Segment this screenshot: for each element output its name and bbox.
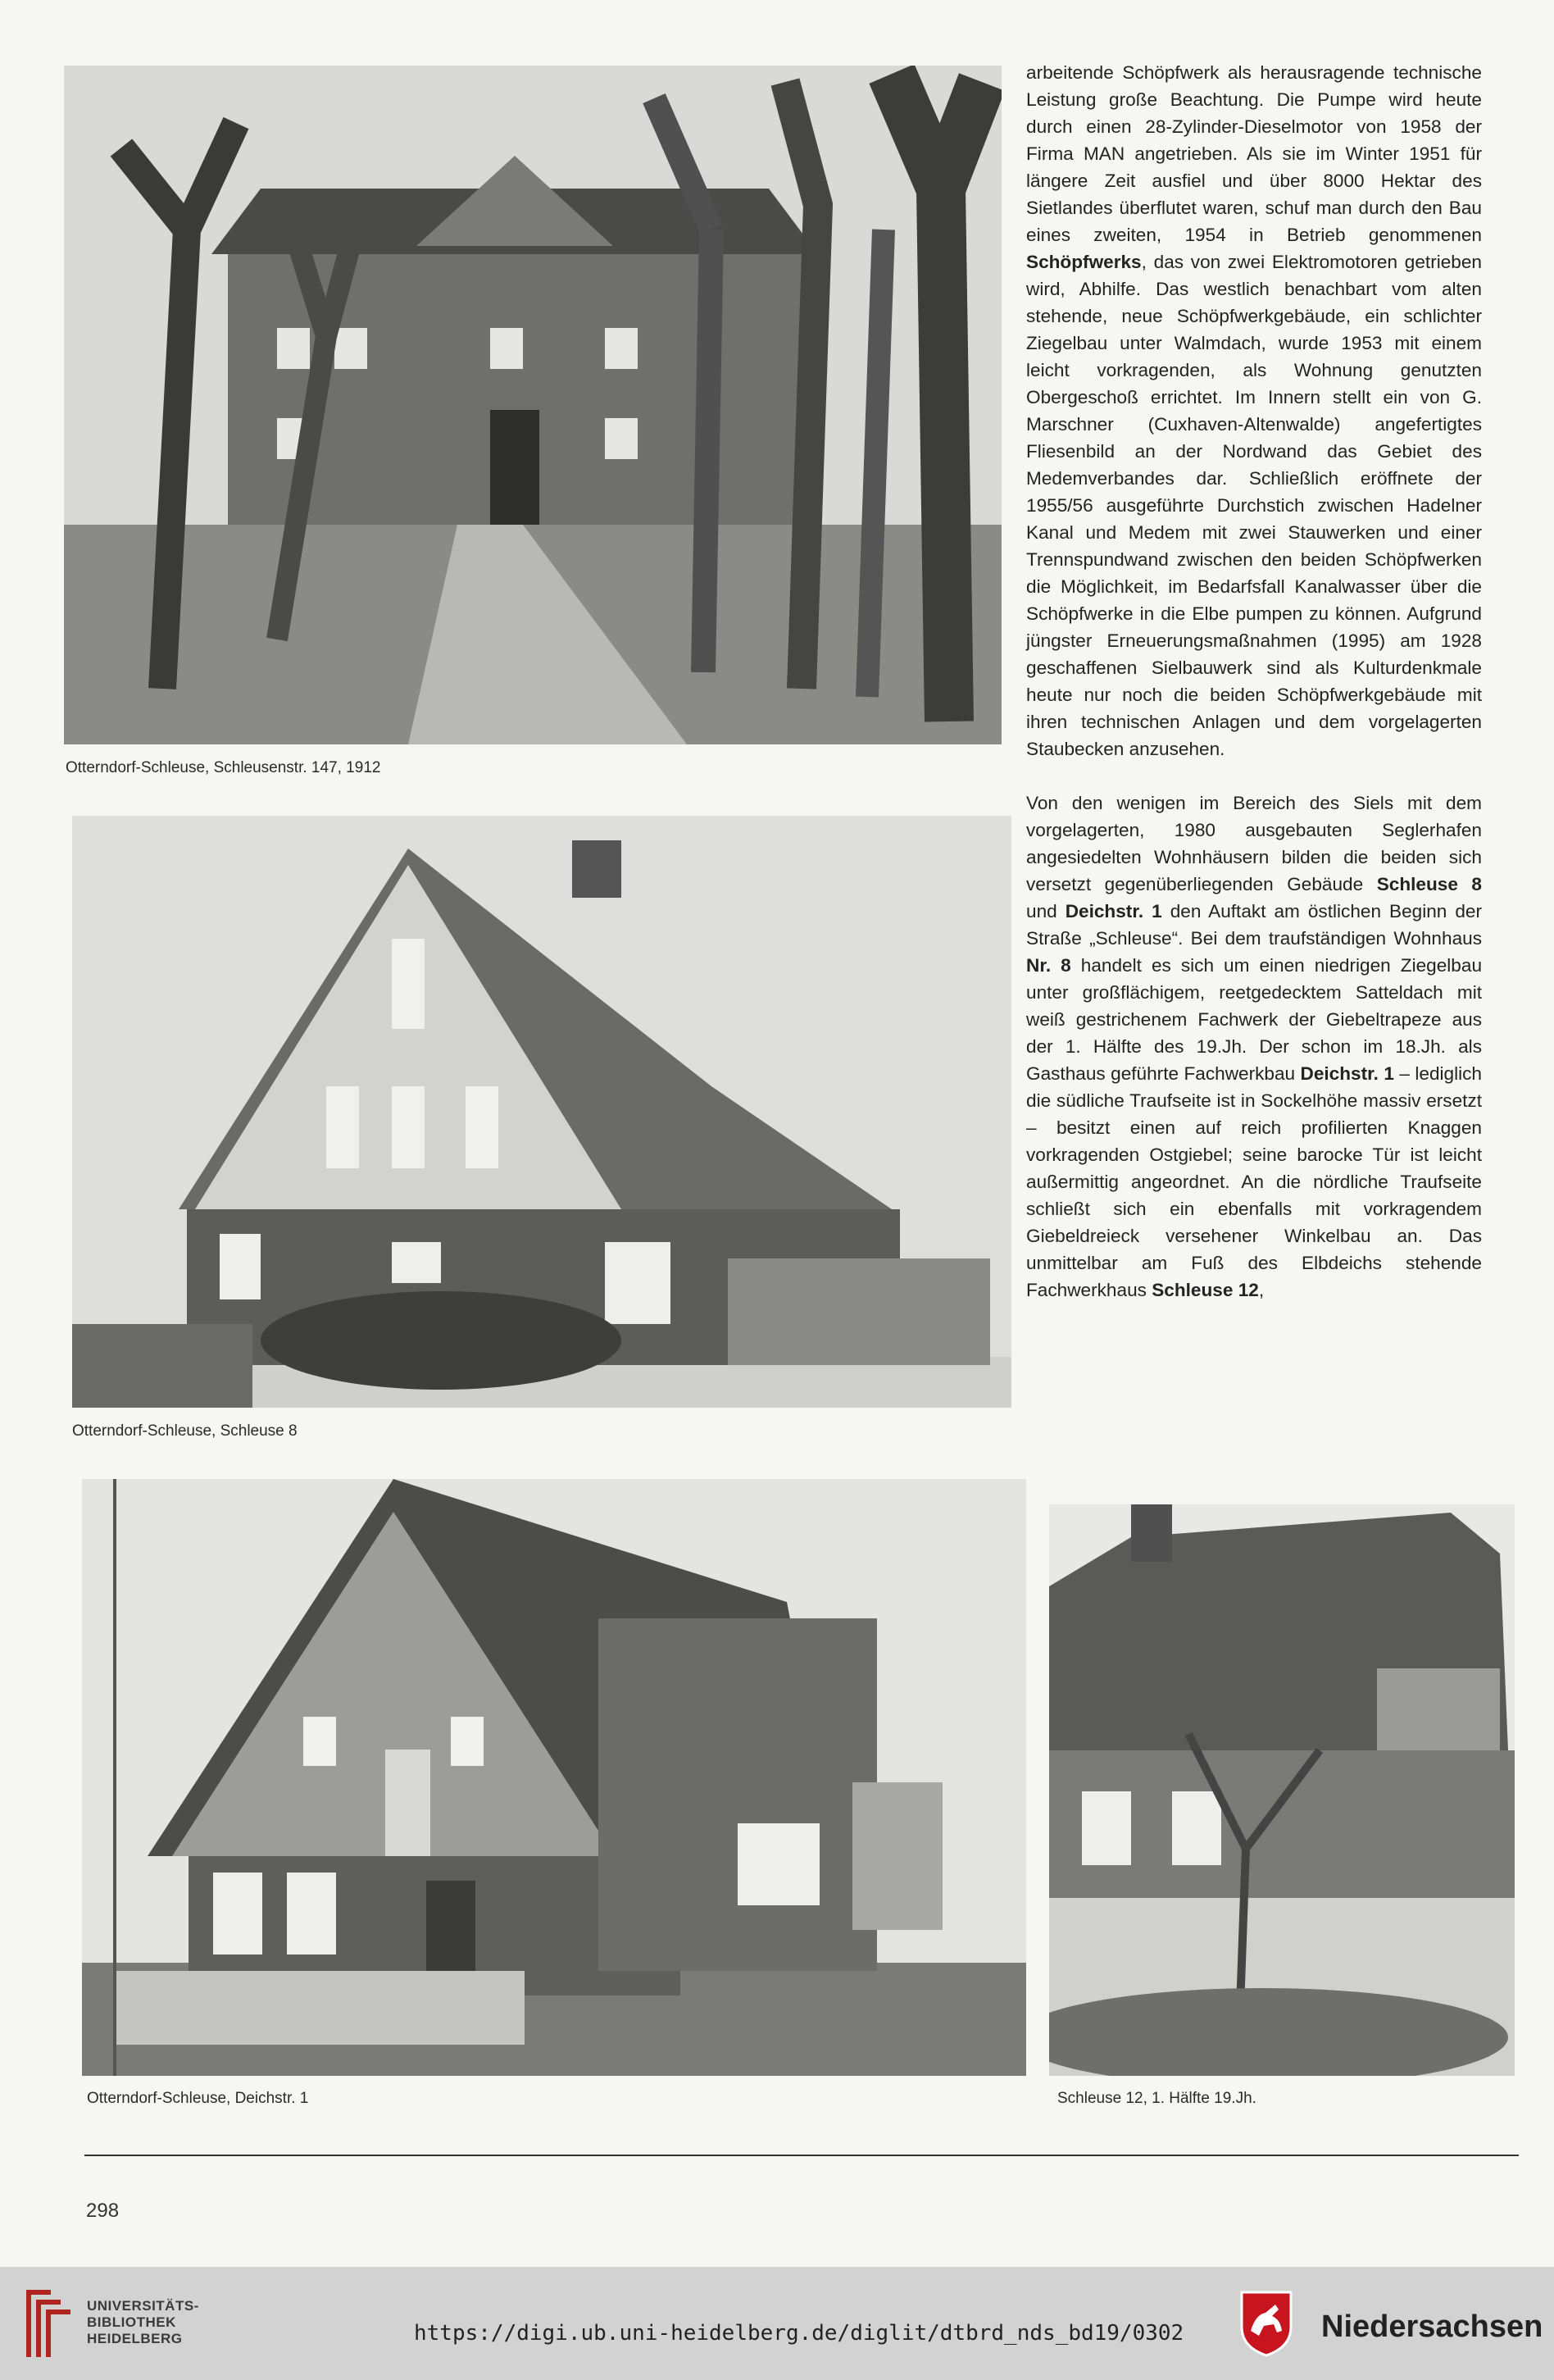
bold-term: Deichstr. 1 [1065, 901, 1162, 922]
text-run: Von den wenigen im Bereich des Siels mit dem vorgelagerten, 1980 ausgebauten Seglerhafen angesiedelten Wohnhäusern bilden die beiden sich versetzt gegenüberliegenden Gebäude [1026, 793, 1482, 894]
university-library-logo-icon [18, 2283, 80, 2362]
body-text-column [1026, 59, 1482, 1304]
caption-photo-1: Otterndorf-Schleuse, Schleusenstr. 147, 1912 [66, 759, 381, 776]
text-run: und [1026, 901, 1066, 922]
text-run: – lediglich die südliche Traufseite ist in Sockelhöhe massiv ersetzt – besitzt einen auf reich profilierten Knaggen vorkragenden Ostgiebel; seine barocke Tür ist leicht außermittig angeordnet. An die nördliche Traufseite schließt sich ein ebenfalls mit vorkragendem Giebeldreieck versehener Winkelbau an. Das unmittelbar am Fuß des Elbdeichs stehende Fachwerkhaus [1026, 1063, 1483, 1300]
bold-term: Schöpfwerks [1026, 252, 1142, 272]
permalink-url[interactable]: https://digi.ub.uni-heidelberg.de/diglit/dtbrd_nds_bd19/0302 [414, 2321, 1184, 2346]
state-name: Niedersachsen [1321, 2309, 1543, 2344]
paragraph-2 [1026, 790, 1482, 1304]
paragraph-1 [1026, 59, 1482, 762]
photo-schleusenstr-147 [64, 66, 1002, 744]
caption-photo-3: Otterndorf-Schleuse, Deichstr. 1 [87, 2090, 309, 2107]
footer-rule [84, 2155, 1519, 2156]
text-run: den Auftakt am östlichen Beginn der Straße „Schleuse“. Bei dem traufständigen Wohnhaus [1026, 901, 1483, 949]
text-run: handelt es sich um einen niedrigen Ziegelbau unter großflächigem, reetgedecktem Satteldach mit weiß gestrichenem Fachwerk der Giebeltrapeze aus der 1. Hälfte des 19.Jh. Der schon im 18.Jh. als Gasthaus geführte Fachwerkbau [1026, 955, 1483, 1084]
digital-library-footer [0, 2267, 1554, 2380]
library-name: UNIVERSITÄTS- BIBLIOTHEK HEIDELBERG [87, 2298, 199, 2346]
photo-schleuse-12 [1049, 1504, 1515, 2076]
niedersachsen-crest-icon [1239, 2290, 1293, 2357]
bold-term: Nr. 8 [1026, 955, 1071, 976]
caption-photo-4: Schleuse 12, 1. Hälfte 19.Jh. [1057, 2090, 1256, 2107]
caption-photo-2: Otterndorf-Schleuse, Schleuse 8 [72, 1422, 298, 1440]
text-run: , das von zwei Elektromotoren getrieben wird, Abhilfe. Das westlich benachbart vom alten stehende, neue Schöpfwerkgebäude, ein schlichter Ziegelbau unter Walmdach, wurde 1953 mit einem leicht vorkragenden, als Wohnung genutzten Obergeschoß errichtet. Im Innern stellt ein von G. Marschner (Cuxhaven-Altenwalde) angefertigtes Fliesenbild an der Nordwand das Gebiet des Medemverbandes dar. Schließlich eröffnete der 1955/56 ausgeführte Durchstich zwischen Hadelner Kanal und Medem mit zwei Stauwerken und einer Trennspundwand zwischen den beiden Schöpfwerken die Möglichkeit, im Bedarfsfall Kanalwasser über die Schöpfwerke in die Elbe pumpen zu können. Aufgrund jüngster Erneuerungsmaßnahmen (1995) am 1928 geschaffenen Sielbauwerk sind als Kulturdenkmale heute nur noch die beiden Schöpfwerkgebäude mit ihren technischen Anlagen und dem vorgelagerten Staubecken anzusehen. [1026, 252, 1482, 759]
bold-term: Schleuse 12 [1152, 1280, 1259, 1300]
bold-term: Deichstr. 1 [1300, 1063, 1394, 1084]
text-run: , [1258, 1280, 1265, 1300]
bold-term: Schleuse 8 [1376, 874, 1482, 894]
page-number: 298 [86, 2200, 120, 2222]
text-run: arbeitende Schöpfwerk als herausragende technische Leistung große Beachtung. Die Pumpe wird heute durch einen 28-Zylinder-Dieselmotor von 1958 der Firma MAN angetrieben. Als sie im Winter 1951 für längere Zeit ausfiel und über 8000 Hektar des Sietlandes überflutet waren, schuf man durch den Bau eines zweiten, 1954 in Betrieb genommenen [1026, 62, 1482, 245]
photo-deichstr-1 [82, 1479, 1026, 2076]
photo-schleuse-8 [72, 816, 1011, 1408]
